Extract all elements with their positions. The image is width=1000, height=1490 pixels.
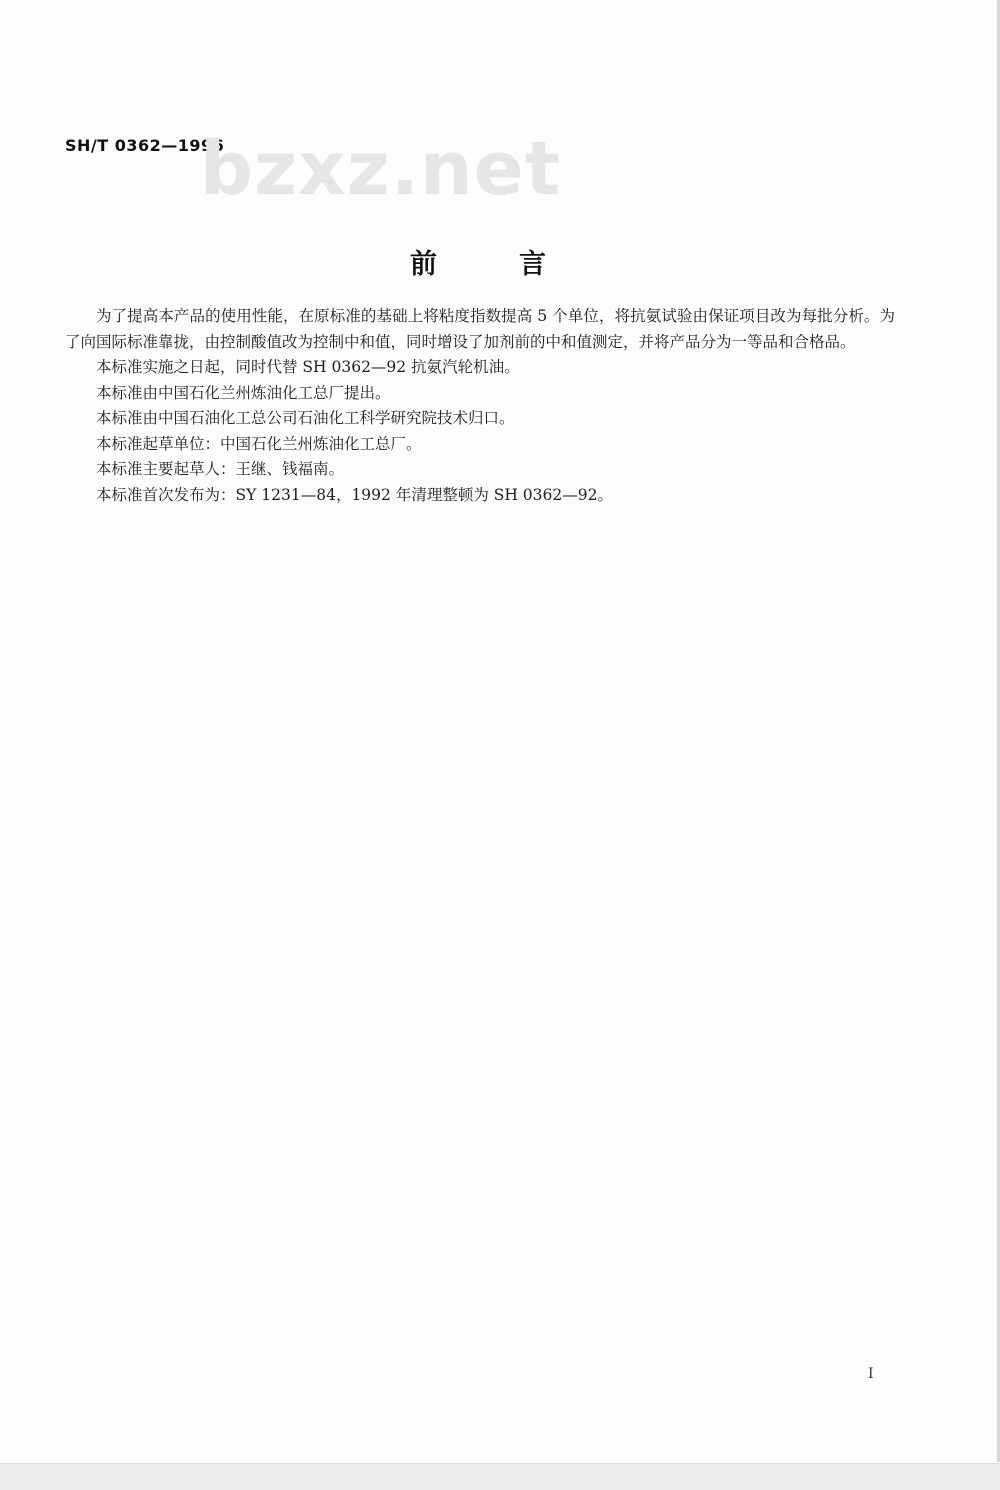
- paragraph-7: 本标准首次发布为：SY 1231—84，1992 年清理整顿为 SH 0362—92。: [96, 485, 613, 504]
- paragraph-4: 本标准由中国石油化工总公司石油化工科学研究院技术归口。: [96, 409, 515, 427]
- bottom-scan-band: [0, 1463, 1000, 1490]
- paragraph-3: 本标准由中国石化兰州炼油化工总厂提出。: [96, 383, 391, 402]
- paragraph-6: 本标准主要起草人：王继、钱福南。: [96, 460, 345, 478]
- watermark-logo: bzxz.net: [200, 126, 562, 212]
- page-number: I: [868, 1366, 874, 1382]
- paragraph-2: 本标准实施之日起，同时代替 SH 0362—92 抗氨汽轮机油。: [96, 358, 520, 376]
- paragraph-5: 本标准起草单位：中国石化兰州炼油化工总厂。: [96, 434, 422, 453]
- paragraph-1: 为了提高本产品的使用性能，在原标准的基础上将粘度指数提高 5 个单位，将抗氨试验由保证项目改为每批分析。为了向国际标准靠拢，由控制酸值改为控制中和值，同时增设了加剂前的中和值测定，并将产品分为一等品和合格品。: [65, 307, 895, 351]
- foreword-body: [65, 304, 895, 508]
- page-title: 前言: [410, 249, 628, 280]
- standard-code: SH/T 0362—1996: [65, 136, 225, 155]
